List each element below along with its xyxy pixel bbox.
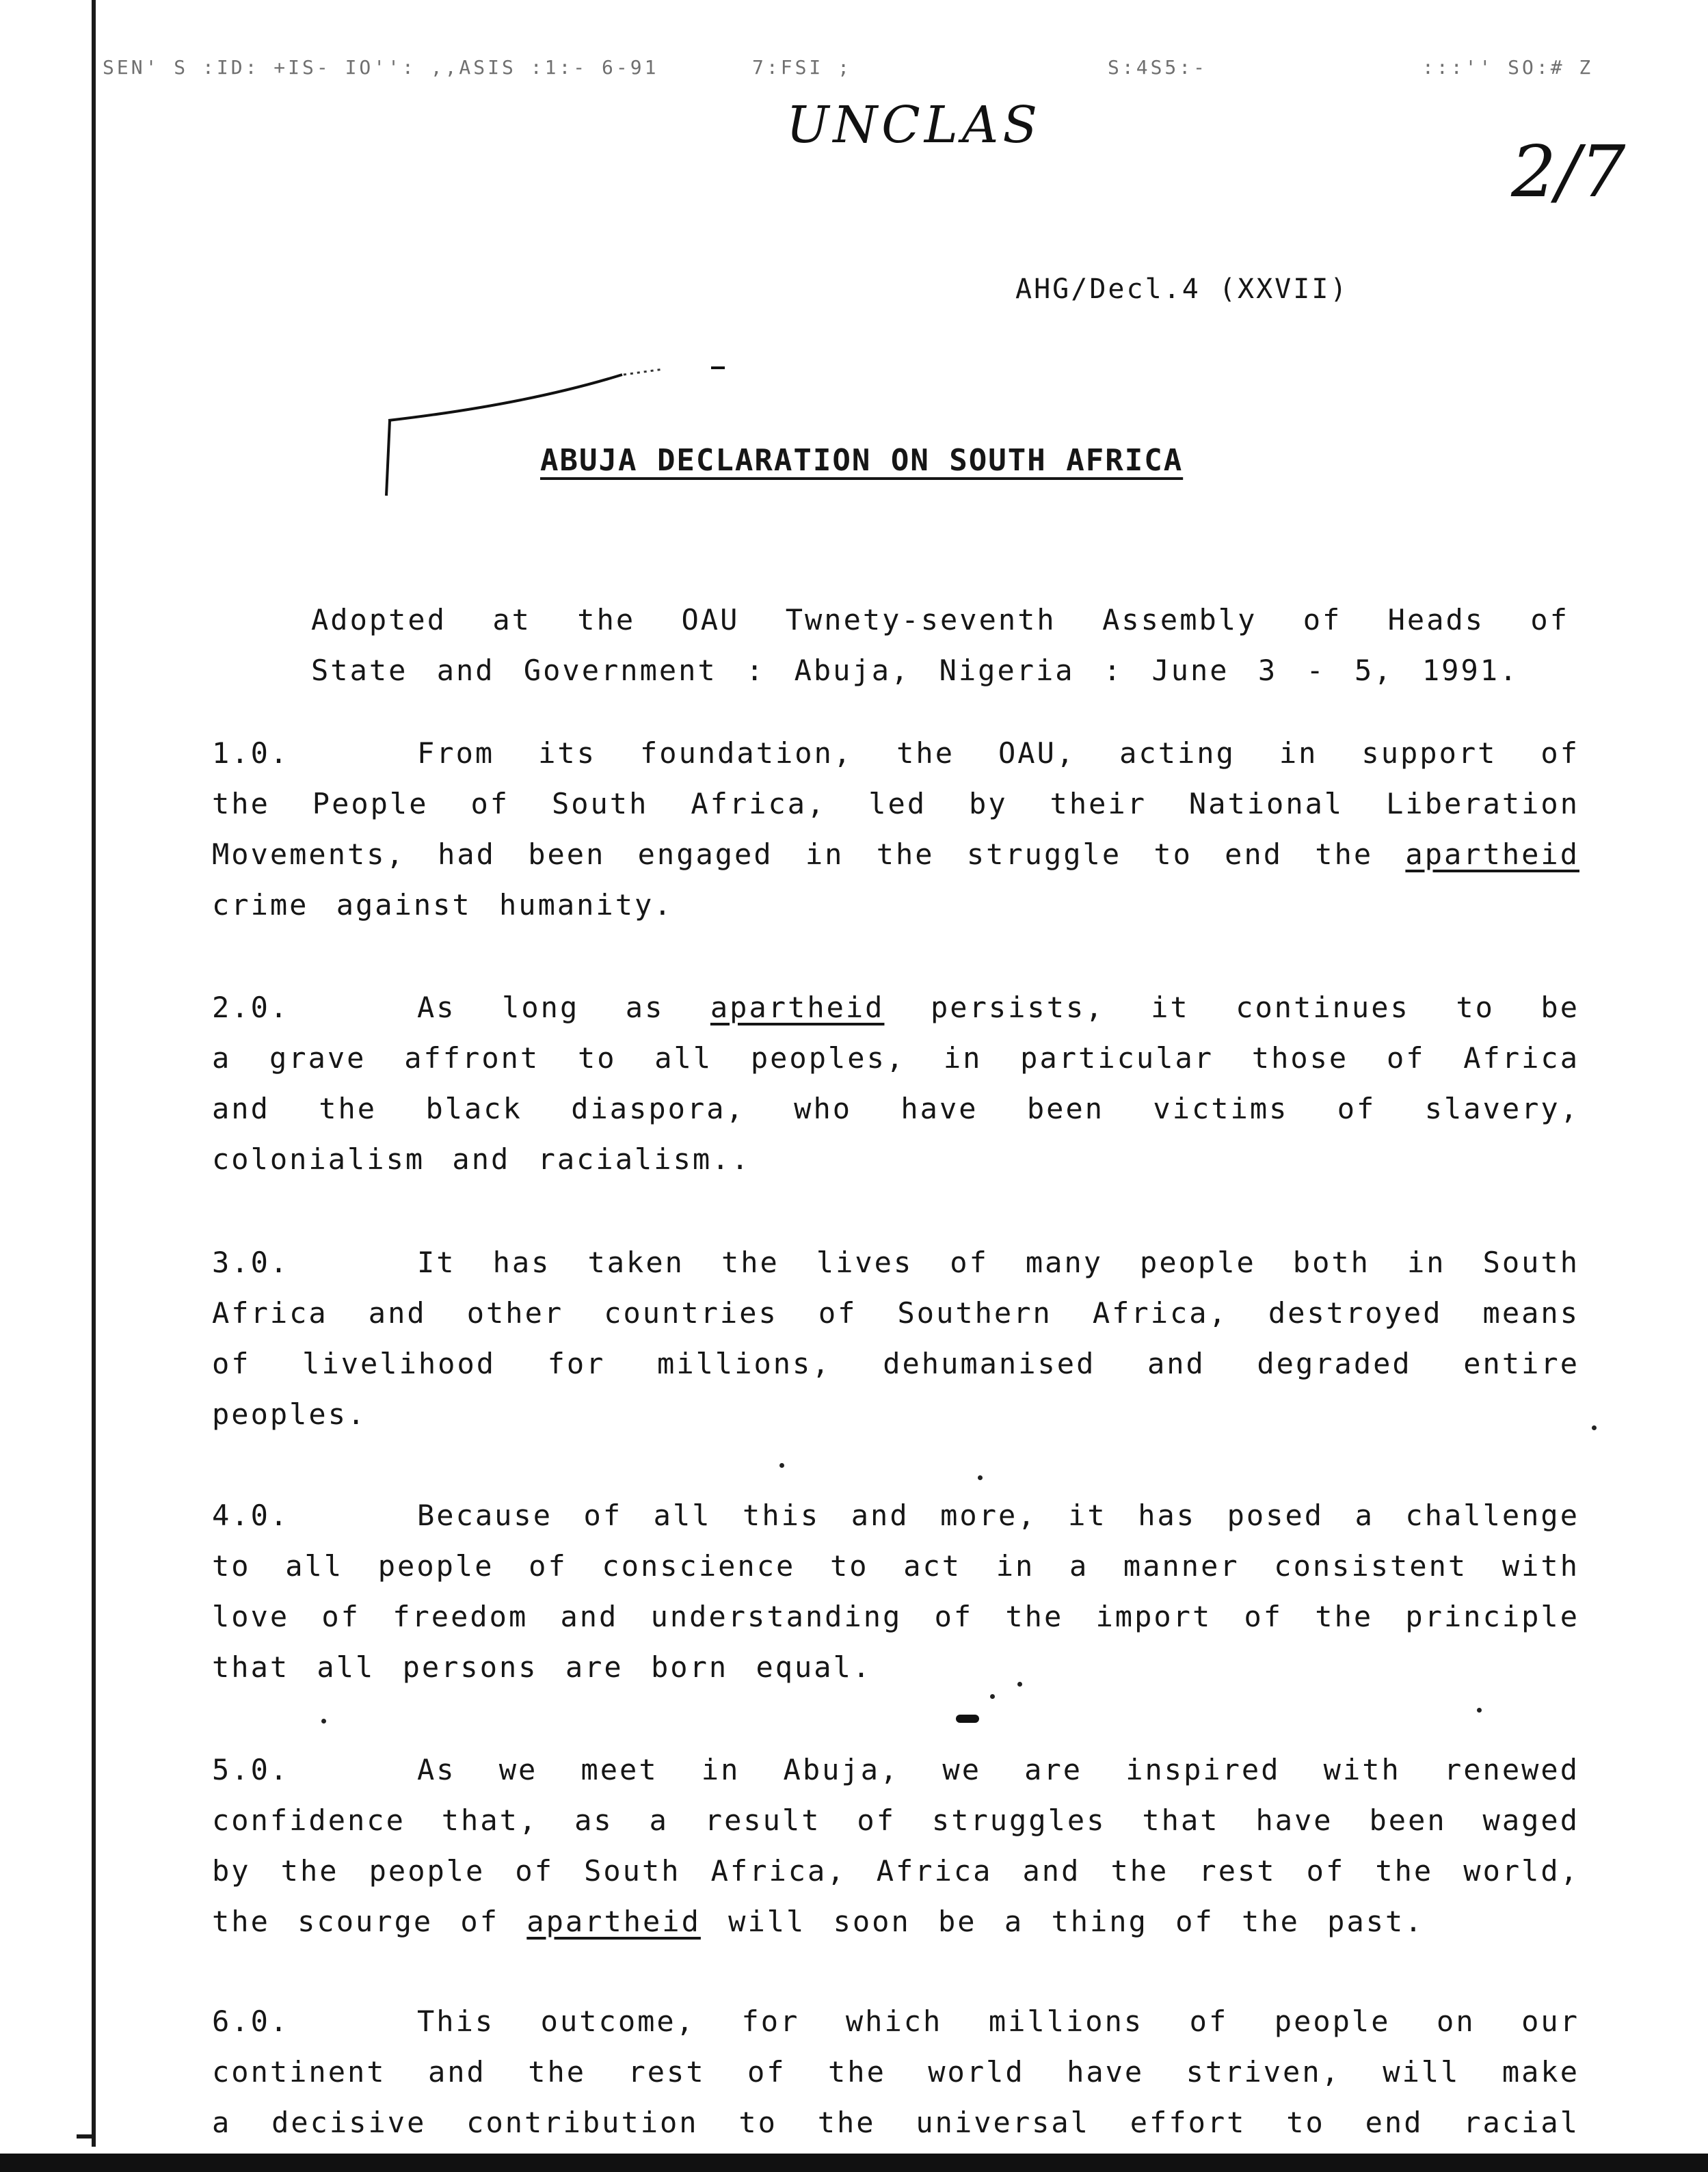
fax-header-segment: :::'' SO:# Z [1422,56,1594,79]
handwritten-page-mark: 2/7 [1511,130,1626,213]
paragraph-first-line [212,1490,1579,1541]
paragraph-line: continent and the rest of the world have striven, will make [212,2055,1579,2089]
paragraph-line: the scourge of apartheid will soon be a thing of the past. [212,1905,1424,1938]
paragraph-line: It has taken the lives of many people both in South [417,1246,1579,1279]
paragraph-number: 6.0. [212,2005,290,2038]
paragraph-line: Movements, had been engaged in the struggle to end the apartheid [212,837,1579,871]
paragraph-number: 3.0. [212,1246,290,1279]
paragraph-number: 5.0. [212,1753,290,1786]
paragraph-line: peoples. [212,1397,367,1431]
paragraph-line: Africa and other countries of Southern Africa, destroyed means [212,1296,1579,1330]
paragraph-6 [212,1996,1579,2148]
fax-transmission-header [103,56,1634,83]
scan-speck [1477,1708,1482,1713]
scan-speck [779,1463,784,1468]
paragraph-4 [212,1490,1579,1693]
paragraph-1 [212,728,1579,930]
paragraph-line: the People of South Africa, led by their National Liberation [212,787,1579,820]
paragraph-line: confidence that, as a result of struggles that have been waged [212,1804,1579,1837]
paragraph-3 [212,1237,1579,1440]
handwritten-classification: UNCLAS [786,96,1042,155]
paragraph-number: 1.0. [212,736,290,770]
paragraph-line: love of freedom and understanding of the import of the principle [212,1600,1579,1633]
scan-speck [321,1719,326,1724]
pen-stroke-mark [369,349,752,506]
paragraph-line: of livelihood for millions, dehumanised and degraded entire [212,1347,1579,1380]
underlined-term: apartheid [1405,837,1579,871]
paragraph-line: a decisive contribution to the universal effort to end racial [212,2106,1579,2139]
paragraph-line: As long as apartheid persists, it continues to be [417,991,1579,1024]
fax-header-segment: 7:FSI ; [752,56,853,79]
scan-bottom-edge [0,2154,1708,2172]
adoption-line: Adopted at the OAU Twnety-seventh Assembly of Heads of [311,603,1569,636]
fax-header-segment: S:4S5:- [1108,56,1208,79]
scan-speck [978,1475,983,1480]
scan-speck [1017,1682,1022,1687]
declaration-code: AHG/Decl.4 (XXVII) [1015,273,1349,305]
scan-speck [1592,1425,1597,1430]
paragraph-first-line [212,728,1579,779]
paragraph-first-line [212,1237,1579,1288]
paragraph-line: This outcome, for which millions of people on our [417,2005,1579,2038]
paragraph-line: From its foundation, the OAU, acting in support of [417,736,1579,770]
underlined-term: apartheid [526,1905,701,1938]
binder-edge-line [92,0,96,2147]
paragraph-line: by the people of South Africa, Africa and the rest of the world, [212,1854,1579,1888]
underlined-term: apartheid [710,991,885,1024]
paragraph-first-line [212,982,1579,1033]
paragraph-line: As we meet in Abuja, we are inspired with renewed [417,1753,1579,1786]
paragraph-2 [212,982,1579,1185]
paragraph-number: 2.0. [212,991,290,1024]
adoption-line: State and Government : Abuja, Nigeria : June 3 - 5, 1991. [311,654,1519,687]
adoption-statement [311,595,1569,696]
scan-speck [990,1694,995,1699]
paragraph-line-with-underline [212,829,1579,880]
paragraph-line: colonialism and racialism.. [212,1142,751,1176]
fax-header-segment: SEN' S :ID: +IS- IO'': ,,ASIS :1:- 6-91 [103,56,659,79]
paragraph-first-line [212,1996,1579,2047]
scan-dash-mark [956,1715,979,1723]
paragraph-line: to all people of conscience to act in a manner consistent with [212,1549,1579,1583]
binder-edge-foot [77,2134,96,2139]
document-title: ABUJA DECLARATION ON SOUTH AFRICA [540,443,1184,478]
paragraph-line: and the black diaspora, who have been victims of slavery, [212,1092,1579,1125]
paragraph-number: 4.0. [212,1499,290,1532]
paragraph-line: that all persons are born equal. [212,1650,872,1684]
paragraph-line: Because of all this and more, it has posed a challenge [417,1499,1579,1532]
paragraph-first-line [212,1745,1579,1795]
paragraph-5 [212,1745,1579,1947]
paragraph-line: a grave affront to all peoples, in particular those of Africa [212,1041,1579,1075]
paragraph-line: crime against humanity. [212,888,673,922]
